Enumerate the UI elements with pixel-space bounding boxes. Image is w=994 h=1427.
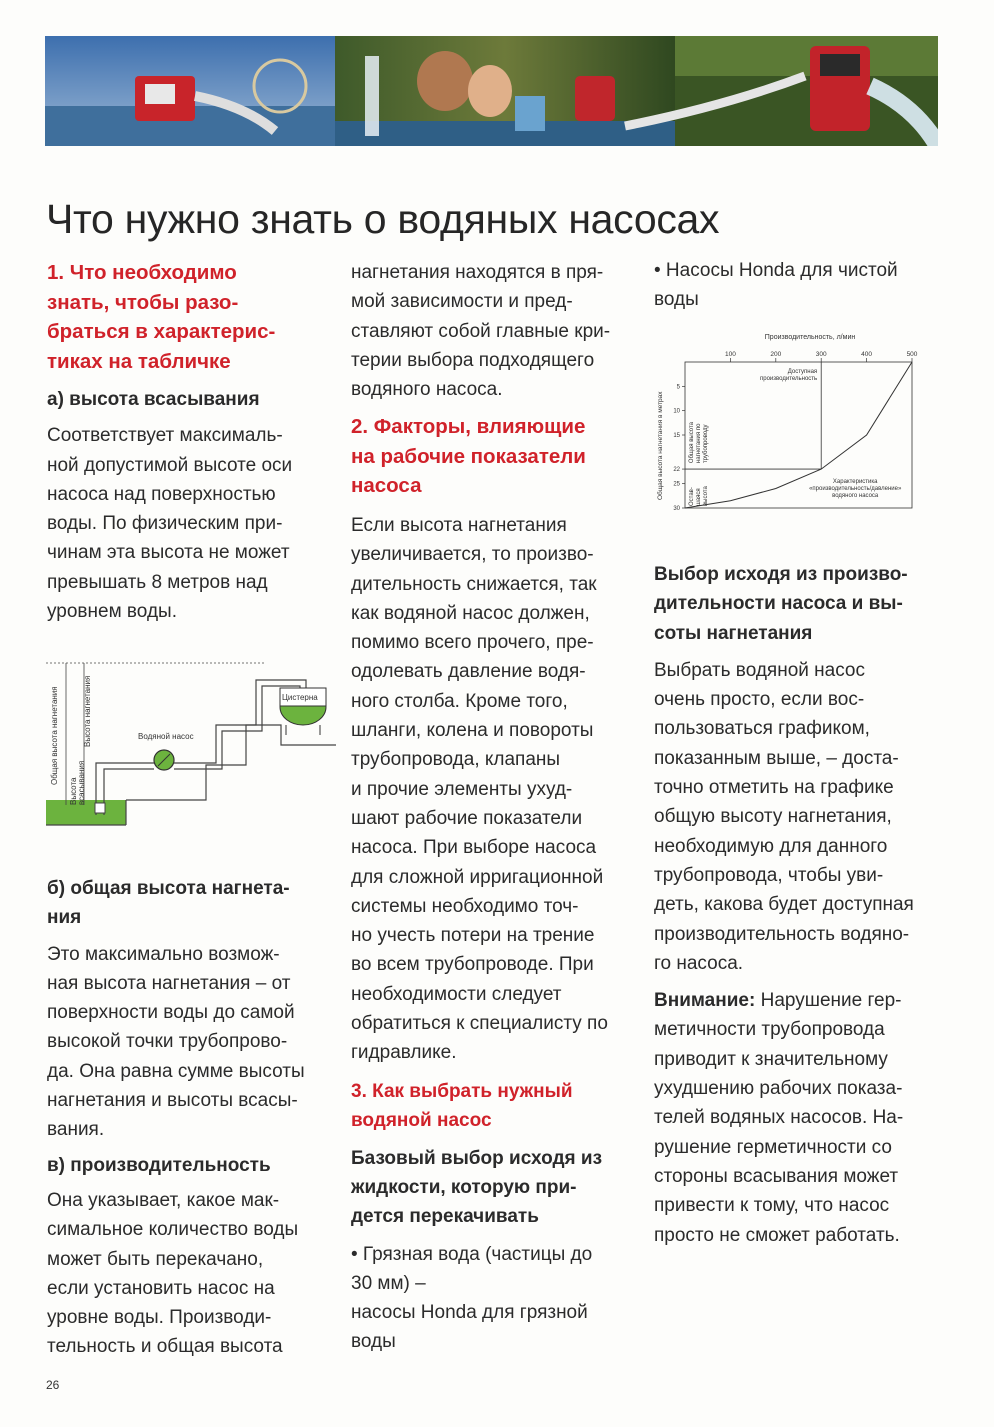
chart-x-tick-label: 400: [861, 351, 873, 358]
section-2-heading: 2. Факторы, влияющие на рабочие показатели насоса: [351, 415, 586, 498]
column-3: [654, 256, 946, 315]
chart-annotation-curve: Характеристика: [832, 479, 878, 486]
attention-label: Внимание:: [654, 990, 756, 1012]
text-dirty-water: • Грязная вода (частицы до 30 мм) – насосы Honda для грязной воды: [351, 1243, 593, 1353]
label-head: Высота нагнетания: [83, 675, 92, 747]
text-capacity: Она указывает, какое мак- симальное количество воды может быть перекачано, если установить насос на уровне воды. Производи- тельность и общая высота: [47, 1189, 299, 1358]
text-attention: Внимание: Нарушение гер- метичности трубопровода приводит к значительному ухудшению рабочих показа- телей водяных насосов. На- рушение герметичности со стороны всасывания может привести к тому, что насос просто не сможет работать.: [654, 990, 904, 1246]
chart-x-tick-label: 100: [724, 351, 736, 358]
chart-y-tick-label: 5: [676, 384, 680, 391]
label-suction: Высота: [69, 777, 78, 805]
text-total-head: Это максимально возмож- ная высота нагнетания – от поверхности воды до самой высокой точки трубопрово- да. Она равна сумме высоты нагнетания и высоты всасы- вания.: [47, 943, 305, 1141]
chart-x-tick-label: 300: [815, 351, 827, 358]
chart-annotation-curve: «производительность/давление»: [809, 486, 902, 493]
water-surface: [46, 800, 126, 825]
photo-banner: [45, 36, 938, 146]
subheading-capacity: в) производительность: [47, 1154, 271, 1176]
subheading-suction-height: а) высота всасывания: [47, 389, 260, 410]
chart-annotation-residual: шаяся: [696, 488, 702, 506]
text-continuation: нагнетания находятся в пря- мой зависимости и пред- ставляют собой главные кри- терии выбора подходящего водяного насоса.: [351, 262, 611, 401]
chart-annotation-residual: высота: [703, 486, 709, 506]
chart-y-tick-label: 15: [673, 433, 680, 439]
section-1-heading: 1. Что необходимо знать, чтобы разо- браться в характерис- тиках на табличке: [47, 261, 276, 373]
chart-y-tick-label: 10: [673, 408, 680, 415]
chart-y-tick-label: 25: [673, 481, 680, 488]
chart-annotation-curve: водяного насоса: [832, 493, 879, 500]
performance-chart: [650, 328, 920, 518]
chart-annotation-pipe-head: нагнетания по: [696, 423, 702, 464]
column-1: [47, 258, 327, 626]
section-3-heading: 3. Как выбрать нужный водяной насос: [351, 1080, 573, 1132]
chart-y-tick-label: 30: [673, 506, 680, 512]
text-suction-height: Соответствует максималь- ной допустимой высоте оси насоса над поверхностью воды. По физическим при- чинам эта высота не может превышать 8 метров над уровнем воды.: [47, 425, 293, 623]
page-title: Что нужно знать о водяных насосах: [46, 196, 720, 242]
chart-annotation-residual: Остав-: [689, 487, 695, 506]
chart-annotation-pipe-head: Общая высота: [689, 421, 695, 464]
pump-diagram: [46, 655, 336, 830]
subheading-selection: Выбор исходя из произво- дительности насоса и вы- соты нагнетания: [654, 564, 908, 644]
chart-ylabel: Общая высота нагнетания в метрах: [657, 391, 664, 500]
chart-x-tick-label: 500: [906, 351, 918, 358]
column-1-lower: [47, 874, 327, 1362]
subheading-liquid: Базовый выбор исходя из жидкости, которую при- дется перекачивать: [351, 1147, 603, 1228]
chart-annotation-pipe-head: трубопроводу: [703, 424, 709, 464]
text-clean-water: • Насосы Honda для чистой воды: [654, 260, 898, 311]
label-total-head: Общая высота нагнетания: [50, 686, 59, 785]
text-selection: Выбрать водяной насос очень просто, если вос- пользоваться графиком, показанным выше, – доста- точно отметить на графике общую высоту нагнетания, необходимую для данного трубопровода, чтобы уви- деть, какова будет доступная производительность водяно- го насоса.: [654, 659, 914, 974]
chart-y-tick-label: 22: [673, 467, 680, 474]
text-factors: Если высота нагнетания увеличивается, то произво- дительность снижается, так как водяной насос должен, помимо всего прочего, пре- одолевать давление водя- ного столба. Кроме того, шланги, колена и повороты трубопровода, клапаны и прочие элементы ухуд- шают рабочие показатели насоса. При выборе насоса для сложной ирригационной системы необходимо точ- но учесть потери на трение во всем трубопроводе. При необходимости следует обратиться к специалисту по гидравлике.: [351, 514, 608, 1064]
column-3-lower: [654, 560, 946, 1250]
page-number: 26: [46, 1378, 60, 1392]
chart-annotation-available: производительность: [760, 376, 818, 382]
chart-x-tick-label: 200: [770, 351, 782, 358]
label-tank: Цистерна: [282, 693, 318, 702]
subheading-total-head: б) общая высота нагнета- ния: [47, 878, 290, 929]
chart-annotation-available: Доступная: [787, 369, 818, 375]
label-suction-2: всасывания: [77, 760, 86, 805]
column-2: [351, 258, 636, 1357]
chart-title: Производительность, л/мин: [764, 334, 856, 341]
label-pump: Водяной насос: [138, 732, 194, 741]
